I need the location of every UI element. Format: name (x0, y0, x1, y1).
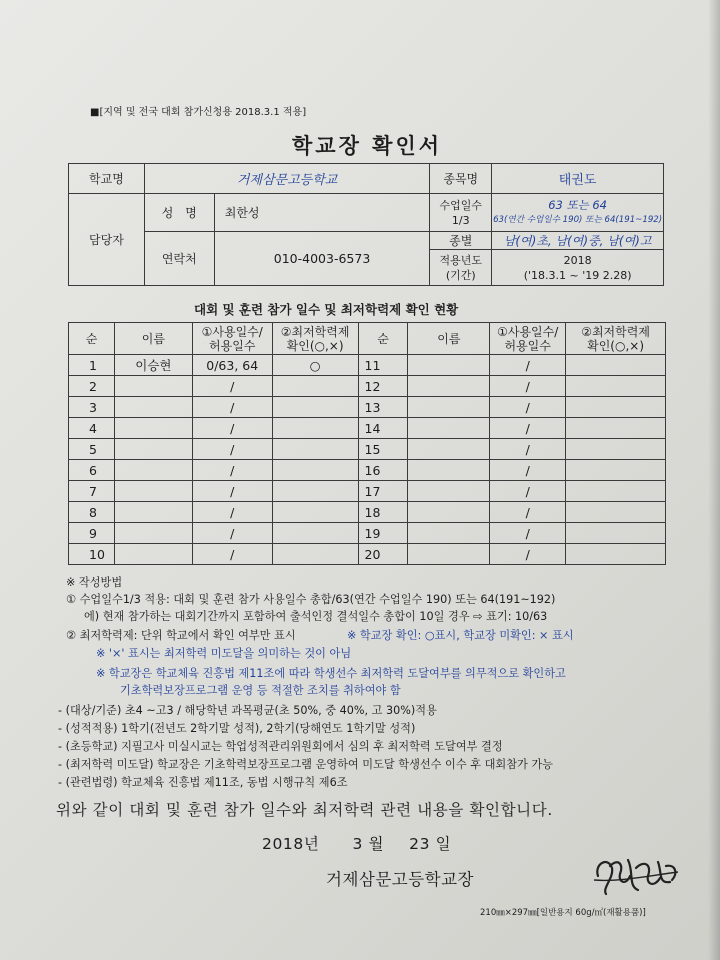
note-1a: ① 수업일수1/3 적용: 대회 및 훈련 참가 사용일수 총합/63(연간 수업일수 190) 또는 64(191~192) (66, 593, 556, 606)
header-name-left: 이름 (114, 323, 192, 355)
row-name-cell (408, 397, 490, 418)
header-note: ■[지역 및 전국 대회 참가신청용 2018.3.1 적용] (90, 107, 307, 118)
year-label: 적용년도 (439, 253, 483, 267)
info-table (68, 163, 664, 286)
signature-mark (588, 846, 684, 900)
row-name-cell (408, 523, 490, 544)
days-value: 63 또는 64 (548, 197, 607, 212)
note-2a: ② 최저학력제: 단위 학교에서 확인 여부만 표시 (66, 629, 296, 642)
header-check-right: ②최저학력제 확인(○,×) (566, 323, 666, 355)
row-no-cell: 18 (358, 502, 408, 523)
row-check-cell (566, 460, 666, 481)
row-check-cell (272, 460, 358, 481)
row-name-cell (114, 502, 192, 523)
table-row (69, 439, 666, 460)
header-usage-right: ①사용일수/ 허용일수 (490, 323, 566, 355)
principal-name: 거제삼문고등학교장 (326, 870, 474, 889)
page-shadow (708, 0, 720, 960)
days-detail: 63(연간 수업일수 190) 또는 64(191~192) (493, 214, 663, 225)
row-usage-cell: / (192, 460, 272, 481)
row-usage-cell: / (490, 355, 566, 376)
row-check-cell (272, 439, 358, 460)
row-name-cell (408, 355, 490, 376)
days-value-cell (492, 194, 664, 232)
note-1b: 에) 현재 참가하는 대회기간까지 포함하여 출석인정 결석일수 총합이 10일 경우 ⇨ 표기: 10/63 (84, 610, 548, 623)
manager-label: 담당자 (69, 194, 145, 286)
header-no-right: 순 (358, 323, 408, 355)
period-label: (기간) (445, 268, 476, 282)
table-row (69, 502, 666, 523)
row-check-cell (272, 481, 358, 502)
row-usage-cell: / (490, 481, 566, 502)
row-name-cell (114, 544, 192, 565)
row-name-cell (408, 439, 490, 460)
table-row (69, 418, 666, 439)
row-check-cell (566, 502, 666, 523)
row-check-cell (566, 439, 666, 460)
year-value-cell (492, 250, 664, 286)
row-usage-cell: / (490, 418, 566, 439)
header-usage-left: ①사용일수/ 허용일수 (192, 323, 272, 355)
row-no-cell: 12 (358, 376, 408, 397)
row-name-cell (114, 418, 192, 439)
row-no-cell: 6 (69, 460, 115, 481)
row-check-cell (272, 397, 358, 418)
note-2b: ※ 학교장 확인: ○표시, 학교장 미확인: × 표시 (347, 629, 574, 642)
header-check-left: ②최저학력제 확인(○,×) (272, 323, 358, 355)
row-usage-cell: / (192, 439, 272, 460)
status-title: 대회 및 훈련 참가 일수 및 최저학력제 확인 현황 (194, 302, 459, 317)
row-no-cell: 10 (69, 544, 115, 565)
row-check-cell (566, 355, 666, 376)
row-check-cell (272, 418, 358, 439)
row-usage-cell: / (192, 481, 272, 502)
contact-label: 연락처 (144, 232, 214, 286)
row-name-cell (408, 544, 490, 565)
contact-value: 010-4003-6573 (214, 232, 430, 286)
row-name-cell (114, 439, 192, 460)
row-no-cell: 17 (358, 481, 408, 502)
row-no-cell: 5 (69, 439, 115, 460)
row-name-cell (114, 460, 192, 481)
row-no-cell: 19 (358, 523, 408, 544)
row-usage-cell: / (192, 523, 272, 544)
row-check-cell (272, 544, 358, 565)
row-no-cell: 13 (358, 397, 408, 418)
status-table (68, 322, 666, 565)
row-name-cell (408, 418, 490, 439)
row-check-cell (566, 523, 666, 544)
row-no-cell: 9 (69, 523, 115, 544)
row-usage-cell: 0/63, 64 (192, 355, 272, 376)
row-usage-cell: / (192, 544, 272, 565)
event-value: 태권도 (492, 164, 664, 194)
row-no-cell: 15 (358, 439, 408, 460)
detail-2: - (성적적용) 1학기(전년도 2학기말 성적), 2학기(당해연도 1학기말 성적) (58, 722, 416, 735)
row-check-cell (272, 502, 358, 523)
detail-4: - (최저학력 미도달) 학교장은 기초학력보장프로그램 운영하여 미도달 학생선수 이수 후 대회참가 가능 (58, 758, 553, 771)
closing-statement: 위와 같이 대회 및 훈련 참가 일수와 최저학력 관련 내용을 확인합니다. (56, 801, 553, 819)
date-day-unit: 일 (435, 835, 452, 853)
row-name-cell (114, 523, 192, 544)
row-no-cell: 4 (69, 418, 115, 439)
category-value: 남(여)초, 남(여)중, 남(여)고 (492, 232, 664, 250)
row-no-cell: 7 (69, 481, 115, 502)
status-body (69, 355, 666, 565)
date-year: 2018년 (262, 835, 320, 853)
row-usage-cell: / (490, 460, 566, 481)
detail-1: - (대상/기준) 초4 ~고3 / 해당학년 과목평균(초 50%, 중 40%, 고 30%)적용 (58, 704, 437, 717)
row-usage-cell: / (490, 397, 566, 418)
row-no-cell: 3 (69, 397, 115, 418)
row-usage-cell: / (490, 439, 566, 460)
date-month: 3 (352, 835, 363, 853)
footer-paper-spec: 210㎜×297㎜[일반용지 60g/㎡(재활용품)] (480, 908, 646, 918)
row-usage-cell: / (192, 376, 272, 397)
row-name-cell (114, 481, 192, 502)
name-value: 최한성 (214, 194, 430, 232)
row-usage-cell: / (192, 418, 272, 439)
row-check-cell (566, 418, 666, 439)
row-usage-cell: / (490, 502, 566, 523)
event-label: 종목명 (430, 164, 492, 194)
row-no-cell: 14 (358, 418, 408, 439)
row-check-cell (272, 376, 358, 397)
status-header-row (69, 323, 666, 355)
detail-3: - (초등학교) 지필고사 미실시교는 학업성적관리위원회에서 심의 후 최저학력 도달여부 결정 (58, 740, 503, 753)
category-label: 종별 (430, 232, 492, 250)
row-check-cell (272, 523, 358, 544)
table-row (69, 397, 666, 418)
notes-heading: ※ 작성방법 (66, 576, 123, 589)
row-check-cell (566, 481, 666, 502)
period-value: ('18.3.1 ~ '19 2.28) (523, 268, 632, 282)
row-usage-cell: / (490, 544, 566, 565)
row-name-cell (408, 502, 490, 523)
year-label-cell (430, 250, 492, 286)
row-name-cell (408, 481, 490, 502)
row-name-cell (408, 460, 490, 481)
note-4b: 기초학력보장프로그램 운영 등 적절한 조치를 취하여야 함 (120, 684, 401, 697)
row-name-cell: 이승현 (114, 355, 192, 376)
note-4a: ※ 학교장은 학교체육 진흥법 제11조에 따라 학생선수 최저학력 도달여부를 의무적으로 확인하고 (96, 667, 566, 680)
date-day: 23 (409, 835, 431, 853)
row-no-cell: 16 (358, 460, 408, 481)
year-value: 2018 (563, 253, 592, 267)
table-row (69, 544, 666, 565)
note-3: ※ '×' 표시는 최저학력 미도달을 의미하는 것이 아님 (96, 647, 352, 660)
row-usage-cell: / (192, 502, 272, 523)
header-name-right: 이름 (408, 323, 490, 355)
row-usage-cell: / (192, 397, 272, 418)
days-label-cell (430, 194, 492, 232)
table-row (69, 376, 666, 397)
row-check-cell (566, 544, 666, 565)
row-usage-cell: / (490, 376, 566, 397)
table-row (69, 481, 666, 502)
table-row (69, 523, 666, 544)
row-name-cell (114, 376, 192, 397)
school-label: 학교명 (69, 164, 145, 194)
row-no-cell: 8 (69, 502, 115, 523)
date-line (262, 832, 451, 854)
row-name-cell (408, 376, 490, 397)
document-title: 학교장 확인서 (292, 134, 443, 158)
detail-5: - (관련법령) 학교체육 진흥법 제11조, 동법 시행규칙 제6조 (58, 776, 348, 789)
date-month-unit: 월 (368, 835, 385, 853)
row-no-cell: 2 (69, 376, 115, 397)
days-fraction: 1/3 (451, 213, 470, 227)
row-usage-cell: / (490, 523, 566, 544)
days-label: 수업일수 (439, 198, 483, 212)
row-no-cell: 1 (69, 355, 115, 376)
row-no-cell: 11 (358, 355, 408, 376)
row-no-cell: 20 (358, 544, 408, 565)
row-name-cell (114, 397, 192, 418)
school-value: 거제삼문고등학교 (144, 164, 429, 194)
table-row (69, 355, 666, 376)
row-check-cell (566, 376, 666, 397)
name-label: 성 명 (144, 194, 214, 232)
table-row (69, 460, 666, 481)
row-check-cell (566, 397, 666, 418)
row-check-cell: ○ (272, 355, 358, 376)
header-no-left: 순 (69, 323, 115, 355)
